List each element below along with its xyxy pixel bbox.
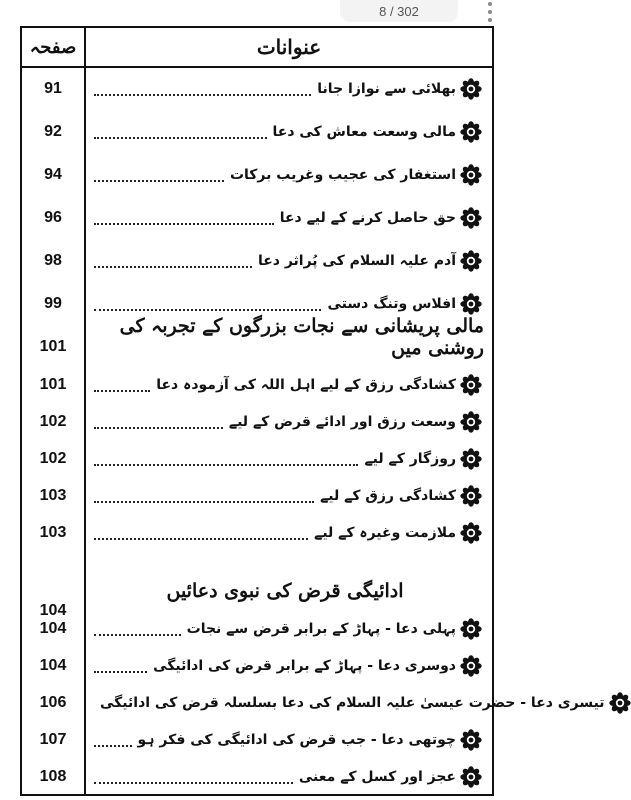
dot-leader: [94, 223, 274, 225]
more-options-icon[interactable]: [488, 2, 494, 22]
entry-line: [92, 481, 482, 511]
page-number: 107: [39, 731, 67, 748]
flower-bullet-icon: [460, 766, 482, 788]
flower-bullet-icon: [460, 164, 482, 186]
table-of-contents: [20, 26, 605, 796]
entry-title: تیسری دعا - حضرت عیسیٰ علیہ السلام کی دعا بسلسلہ قرض کی ادائیگی: [100, 695, 605, 711]
dot-leader: [94, 390, 150, 392]
flower-bullet-icon: [460, 293, 482, 315]
flower-bullet-icon: [460, 522, 482, 544]
entry-title: آدم علیہ السلام کی پُراثر دعا: [257, 253, 456, 269]
entry-line: [92, 407, 482, 437]
toc-entry[interactable]: [22, 444, 492, 474]
dot-leader: [94, 266, 252, 268]
entry-title: پہلی دعا - پہاڑ کے برابر قرض سے نجات: [186, 621, 456, 637]
entry-title: عجز اور کسل کے معنی: [298, 769, 456, 785]
flower-bullet-icon: [609, 692, 631, 714]
page-number: 96: [44, 209, 62, 226]
flower-bullet-icon: [460, 207, 482, 229]
page-number: 91: [44, 80, 62, 97]
titles-column-heading: عنوانات: [256, 35, 322, 59]
dot-leader: [94, 94, 311, 96]
section-heading: مالی پریشانی سے نجات بزرگوں کے تجربہ کی روشنی میں: [119, 315, 484, 359]
page-column-heading: صفحہ: [29, 36, 77, 58]
entry-line: [92, 160, 482, 190]
entry-line: [92, 117, 482, 147]
toc-entry[interactable]: [22, 614, 492, 644]
entry-title: کشادگی رزق کے لیے: [320, 488, 456, 504]
page-number: 104: [39, 602, 67, 619]
toc-entry[interactable]: [22, 203, 492, 233]
flower-bullet-icon: [460, 655, 482, 677]
dot-leader: [94, 180, 224, 182]
dot-leader: [94, 137, 267, 139]
page-number: 106: [39, 694, 67, 711]
page-number: 102: [39, 450, 67, 467]
page-number: 103: [39, 487, 67, 504]
page-number: 101: [39, 376, 67, 393]
entry-line: [92, 203, 482, 233]
entry-title: وسعت رزق اور ادائے قرض کے لیے: [228, 414, 456, 430]
page-number: 108: [39, 768, 67, 785]
dot-leader: [94, 538, 308, 540]
toc-entry[interactable]: [22, 518, 492, 548]
toc-entry[interactable]: [22, 74, 492, 104]
page-counter: 8 / 302: [340, 0, 458, 22]
dot-leader: [94, 671, 147, 673]
page-number: 104: [39, 620, 67, 637]
page-number: 98: [44, 252, 62, 269]
entry-line: [92, 725, 482, 755]
entry-title: حق حاصل کرنے کے لیے دعا: [279, 210, 456, 226]
dot-leader: [94, 309, 321, 311]
flower-bullet-icon: [460, 485, 482, 507]
entry-title: دوسری دعا - پہاڑ کے برابر قرض کی ادائیگی: [153, 658, 456, 674]
entry-line: [92, 651, 482, 681]
page-number: 94: [44, 166, 62, 183]
page-number: 92: [44, 123, 62, 140]
entry-title: چوتھی دعا - جب قرض کی ادائیگی کی فکر ہو: [137, 732, 456, 748]
entry-title: بھلائی سے نوازا جانا: [317, 81, 456, 97]
dot-leader: [94, 634, 181, 636]
entry-line: [92, 614, 482, 644]
page-number: 101: [39, 338, 67, 355]
toc-entry[interactable]: [22, 651, 492, 681]
toc-header: [22, 28, 492, 68]
toc-entry[interactable]: [22, 762, 492, 792]
toc-entry[interactable]: [22, 725, 492, 755]
toc-entry[interactable]: [22, 481, 492, 511]
toc-entry[interactable]: [22, 246, 492, 276]
entry-title: ملازمت وغیرہ کے لیے: [314, 525, 456, 541]
page-number: 102: [39, 413, 67, 430]
page-number: 99: [44, 295, 62, 312]
dot-leader: [94, 745, 132, 747]
dot-leader: [94, 782, 293, 784]
entry-line: [92, 444, 482, 474]
section-heading: ادائیگی قرض کی نبوی دعائیں: [166, 580, 404, 602]
flower-bullet-icon: [460, 618, 482, 640]
entry-title: روزگار کے لیے: [364, 451, 456, 467]
entry-line: [92, 688, 605, 718]
toc-entry[interactable]: [22, 160, 492, 190]
entry-title: افلاس وتنگ دستی: [327, 296, 456, 312]
flower-bullet-icon: [460, 448, 482, 470]
entry-line: [92, 370, 482, 400]
toc-entry[interactable]: [22, 407, 492, 437]
entry-line: [92, 518, 482, 548]
flower-bullet-icon: [460, 121, 482, 143]
flower-bullet-icon: [460, 78, 482, 100]
entry-title: استغفار کی عجیب وغریب برکات: [229, 167, 456, 183]
flower-bullet-icon: [460, 250, 482, 272]
page-number: 103: [39, 524, 67, 541]
toc-entry[interactable]: [22, 688, 605, 718]
entry-title: کشادگی رزق کے لیے اہل اللہ کی آزمودہ دعا: [156, 377, 456, 393]
page-number: 104: [39, 657, 67, 674]
entry-line: [92, 74, 482, 104]
entry-line: [92, 246, 482, 276]
flower-bullet-icon: [460, 374, 482, 396]
dot-leader: [94, 464, 358, 466]
dot-leader: [94, 501, 314, 503]
flower-bullet-icon: [460, 729, 482, 751]
entry-title: مالی وسعت معاش کی دعا: [272, 124, 456, 140]
toc-entry[interactable]: [22, 117, 492, 147]
toc-entry[interactable]: [22, 370, 492, 400]
flower-bullet-icon: [460, 411, 482, 433]
entry-line: [92, 762, 482, 792]
dot-leader: [94, 427, 223, 429]
